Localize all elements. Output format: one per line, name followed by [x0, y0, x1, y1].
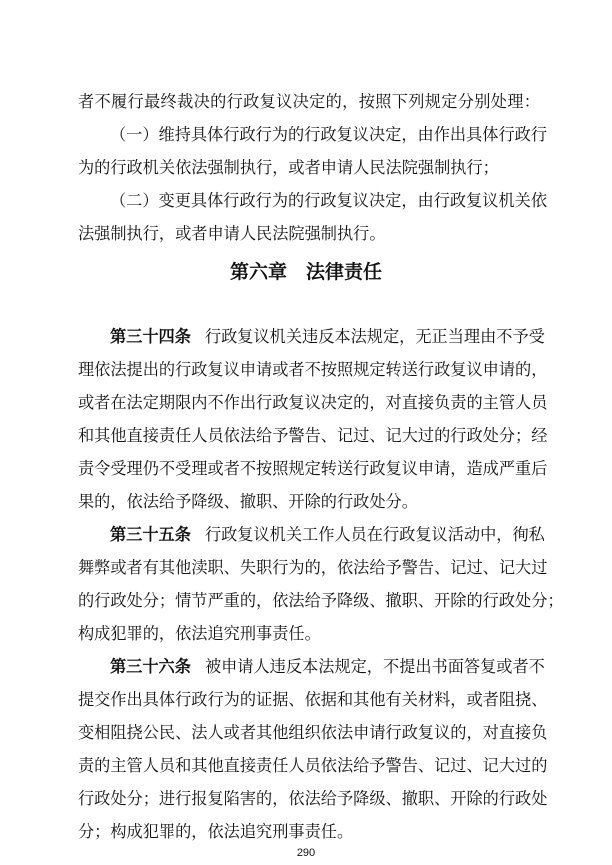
item-2-line-1: （二）变更具体行政行为的行政复议决定，由行政复议机关依 — [110, 191, 548, 210]
article-35-label: 第三十五条 — [110, 525, 191, 544]
item-1-line-2: 为的行政机关依法强制执行，或者申请人民法院强制执行； — [78, 158, 499, 177]
item-1-line-1: （一）维持具体行政行为的行政复议决定，由作出具体行政行 — [110, 125, 548, 144]
article-34-line-6: 果的，依法给予降级、撤职、开除的行政处分。 — [78, 492, 418, 511]
article-36-first-line — [110, 654, 545, 680]
article-34-line-5: 责令受理仍不受理或者不按照规定转送行政复议申请，造成严重后 — [78, 459, 548, 478]
article-36-line-4: 责的主管人员和其他直接责任人员依法给予警告、记过、记大过的 — [78, 756, 548, 775]
article-36-line-3: 变相阻挠公民、法人或者其他组织依法申请行政复议的，对直接负 — [78, 723, 548, 742]
page-number: 290 — [296, 847, 316, 859]
article-35-first-line — [110, 522, 545, 548]
article-36-label: 第三十六条 — [110, 657, 191, 676]
intro-line-1: 者不履行最终裁决的行政复议决定的，按照下列规定分别处理： — [78, 92, 540, 111]
article-34-line-1: 行政复议机关违反本法规定，无正当理由不予受 — [204, 327, 545, 346]
article-36-line-2: 提交作出具体行政行为的证据、依据和其他有关材料，或者阻挠、 — [78, 690, 548, 709]
article-35-line-3: 的行政处分；情节严重的，依法给予降级、撤职、开除的行政处分； — [78, 591, 564, 610]
article-34-label: 第三十四条 — [110, 327, 191, 346]
article-35-line-1: 行政复议机关工作人员在行政复议活动中，徇私 — [204, 525, 545, 544]
article-34-first-line — [110, 324, 545, 350]
article-36-line-5: 行政处分；进行报复陷害的，依法给予降级、撤职、开除的行政处 — [78, 789, 548, 808]
article-34-line-3: 或者在法定期限内不作出行政复议决定的，对直接负责的主管人员 — [78, 393, 548, 412]
article-36-line-6: 分；构成犯罪的，依法追究刑事责任。 — [78, 822, 354, 841]
chapter-title: 第六章 法律责任 — [229, 261, 382, 283]
article-36-line-1: 被申请人违反本法规定，不提出书面答复或者不 — [204, 657, 545, 676]
item-2-line-2: 法强制执行，或者申请人民法院强制执行。 — [78, 224, 386, 243]
article-34-line-2: 理依法提出的行政复议申请或者不按照规定转送行政复议申请的， — [78, 360, 548, 379]
article-34-line-4: 和其他直接责任人员依法给予警告、记过、记大过的行政处分；经 — [78, 426, 548, 445]
article-35-line-4: 构成犯罪的，依法追究刑事责任。 — [78, 624, 321, 643]
article-35-line-2: 舞弊或者有其他渎职、失职行为的，依法给予警告、记过、记大过 — [78, 558, 548, 577]
